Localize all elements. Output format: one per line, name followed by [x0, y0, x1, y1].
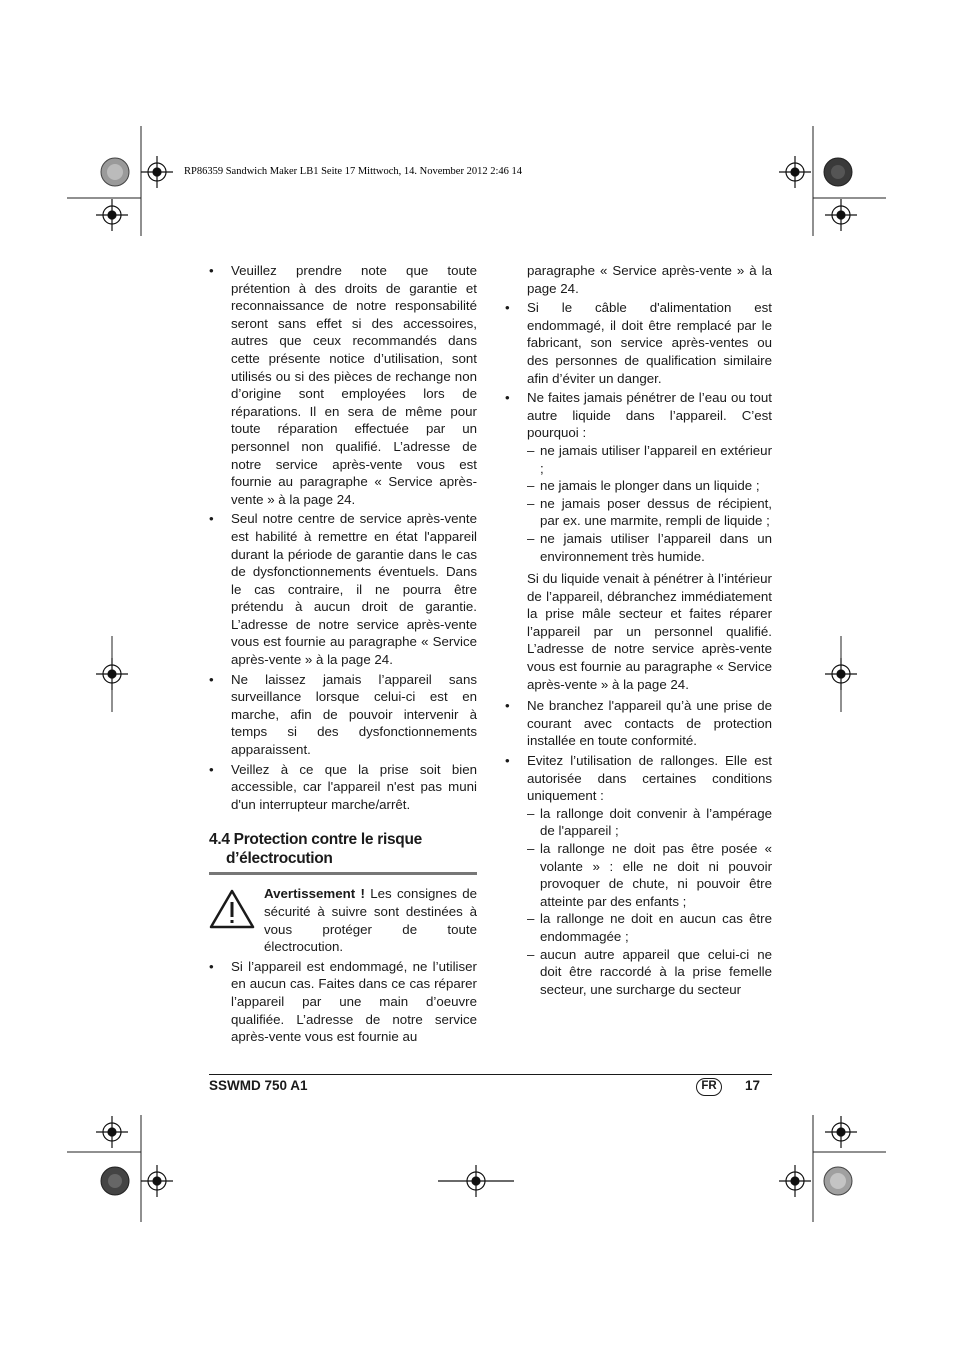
- bullet-item: • Veillez à ce que la prise soit bien accessible, car l'appareil n'est pas muni d'un interrupteur marche/arrêt.: [209, 761, 477, 812]
- bullet-item: • Ne laissez jamais l’appareil sans surveillance lorsque celui-ci est en marche, afin de pouvoir intervenir à temps si des dysfonctionnements apparaissent.: [209, 671, 477, 758]
- dash-item: – ne jamais utiliser l’appareil dans un environnement très humide.: [527, 530, 772, 564]
- dash-item: – la rallonge ne doit pas être posée « volante » : elle ne doit ni pouvoir provoquer de chute, ni pouvoir être atteinte par des enfants ;: [527, 841, 772, 909]
- warning-box: Avertissement ! Les consignes de sécurité à suivre sont destinées à vous protéger de toute électrocution.: [209, 885, 477, 955]
- section-heading: 4.4 Protection contre le risque d’électrocution: [209, 831, 422, 868]
- print-slug: RP86359 Sandwich Maker LB1 Seite 17 Mittwoch, 14. November 2012 2:46 14: [184, 166, 523, 177]
- bullet-item: • Seul notre centre de service après-vente est habilité à remettre en état l'appareil durant la période de garantie dans le cas de dysfonctionnements éventuels. Dans le cas contraire, il ne pourra être prétendu à aucun droit de garantie. L’adresse de notre service après-vente vous est fournie au paragraphe « Service après-vente » à la page 24.: [209, 511, 477, 668]
- dash-item: – aucun autre appareil que celui-ci ne doit être raccordé à la prise femelle secteur, une surcharge du secteur: [527, 946, 772, 997]
- bullet-item: • Ne faites jamais pénétrer de l’eau ou tout autre liquide dans l’appareil. C’est pourquoi :: [505, 390, 772, 441]
- paragraph: Si du liquide venait à pénétrer à l’intérieur de l’appareil, débranchez immédiatement la prise mâle secteur et faites réparer l’appareil par un personnel qualifié. L’adresse de notre service après-vente vous est fournie au paragraphe « Service après-vente » à la page 24.: [527, 571, 772, 692]
- dash-item: – ne jamais utiliser l’appareil en extérieur ;: [527, 442, 772, 476]
- dash-item: – ne jamais poser dessus de récipient, par ex. une marmite, rempli de liquide ;: [527, 495, 772, 529]
- section-rule: [209, 872, 477, 875]
- warning-triangle-icon: [209, 889, 255, 929]
- right-column: [505, 262, 772, 998]
- footer-model: SSWMD 750 A1: [209, 1078, 308, 1093]
- dash-item: – la rallonge doit convenir à l’ampérage de l'appareil ;: [527, 805, 772, 839]
- dash-item: – ne jamais le plonger dans un liquide ;: [527, 478, 760, 494]
- bullet-item: • Si le câble d'alimentation est endommagé, il doit être remplacé par le fabricant, son service après-ventes ou des personnes de qualification similaire afin d’éviter un danger.: [505, 300, 772, 386]
- bullet-item: • Evitez l’utilisation de rallonges. Elle est autorisée dans certaines conditions uniquement :: [505, 753, 772, 804]
- bullet-item: • Si l’appareil est endommagé, ne l’utiliser en aucun cas. Faites dans ce cas réparer l’appareil par une main d’oeuvre qualifiée. L’adresse de notre service après-vente vous est fournie au: [209, 958, 477, 1045]
- left-column: [209, 262, 477, 1048]
- language-badge: FR: [696, 1078, 722, 1096]
- footer-rule: [209, 1074, 772, 1075]
- bullet-item: • Veuillez prendre note que toute prétention à des droits de garantie et reconnaissance de notre responsabilité seront sans effet si des accessoires, autres que ceux recommandés dans cette présente notice d’utilisation, sont utilisés ou si des pièces de rechange non d’origine sont employées lors de réparations. Il en sera de même pour toute réparation effectuée par un personnel non qualifié. L’adresse de notre service après-vente vous est fournie au paragraphe « Service après-vente » à la page 24.: [209, 263, 477, 507]
- warning-label: Avertissement !: [264, 886, 365, 902]
- continued-text: paragraphe « Service après-vente » à la page 24.: [527, 263, 772, 296]
- dash-item: – la rallonge ne doit en aucun cas être endommagée ;: [527, 911, 772, 944]
- bullet-item: • Ne branchez l'appareil qu’à une prise de courant avec contacts de protection installée en toute conformité.: [505, 698, 772, 749]
- page-number: 17: [745, 1078, 761, 1093]
